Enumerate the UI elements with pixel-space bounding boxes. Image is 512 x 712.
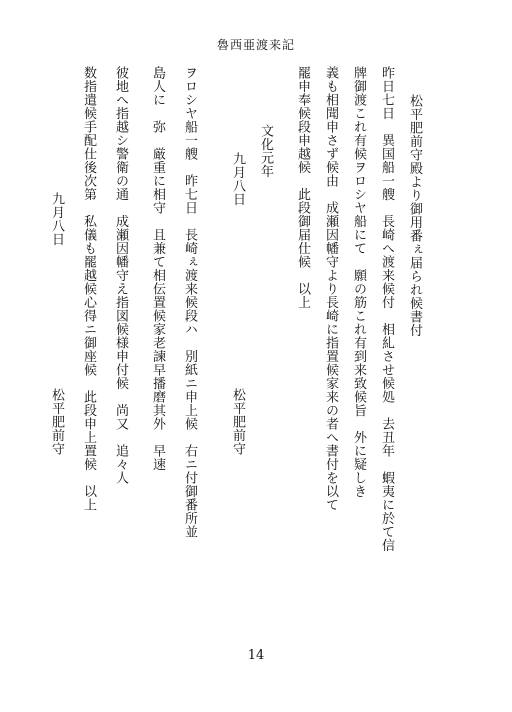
closing-signature: 松平肥前守 bbox=[49, 388, 64, 456]
book-title: 魯西亜渡来記 bbox=[216, 38, 295, 52]
page-number: 14 bbox=[247, 648, 265, 663]
era-date: 文化元年 bbox=[258, 124, 273, 178]
text-column-2: 牌御渡これ有候ヲロシヤ船にて 願の筋これ有到来致候旨 外に疑しき bbox=[351, 66, 366, 498]
signature: 松平肥前守 bbox=[230, 388, 245, 456]
letter-date: 九月八日 bbox=[230, 152, 245, 206]
text-column-3: 義も相聞申さず候由 成瀬因幡守より長崎に指置候家来の者へ書付を以て bbox=[323, 66, 338, 512]
text-column-8: 数指遣候手配仕後次第 私儀も罷越候心得ニ御座候 此段申上置候 以上 bbox=[81, 66, 96, 512]
text-column-7: 彼地へ指越シ警衛の通 成瀬因幡守え指図候様申付候 尚又 追々人 bbox=[113, 66, 128, 485]
document-title: 松平肥前守殿より御用番ぇ届られ候書付 bbox=[407, 94, 422, 337]
text-column-5: ヲロシヤ船一艘 昨七日 長崎ぇ渡来候段ハ 別紙ニ申上候 右ニ付御番所並 bbox=[182, 66, 197, 539]
text-column-6: 島人に 弥 厳重に相守 且兼て相伝置候家老諫早播磨其外 早速 bbox=[150, 66, 165, 471]
closing-date: 九月八日 bbox=[49, 192, 64, 246]
text-column-1: 昨日七日 異国船一艘 長崎へ渡来候付 相糺させ候処 去丑年 蝦夷に於て信 bbox=[379, 66, 394, 552]
text-column-4: 罷申奉候段申越候 此段御届仕候 以上 bbox=[295, 66, 310, 309]
